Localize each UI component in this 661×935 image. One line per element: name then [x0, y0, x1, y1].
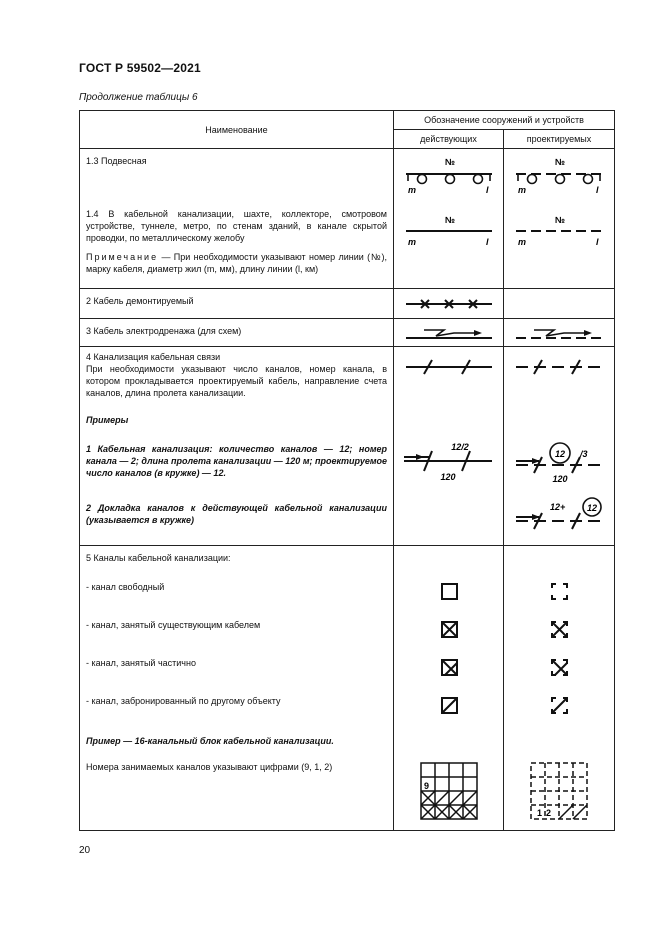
symbol-suspended-planned [504, 149, 615, 289]
row-2-text: 2 Кабель демонтируемый [86, 296, 194, 306]
grid-existing-digit: 9 [424, 781, 430, 791]
symbol-duct-planned [504, 347, 615, 546]
page-number: 20 [79, 845, 91, 856]
row-5-existing [394, 546, 504, 831]
symbol-drainage-planned [504, 319, 615, 347]
symbol-drainage-existing [394, 319, 504, 347]
m-label: m [518, 185, 527, 195]
symbol-duct-existing [394, 347, 504, 546]
m-label: m [408, 185, 417, 195]
row-2-existing [394, 289, 504, 319]
ex1-fraction: 12/2 [451, 442, 469, 452]
symbol-dismantled-cable [394, 289, 504, 319]
row-4-example-1: 1 Кабельная канализация: количество каналов — 12; номер канала — 2; длина пролета канализации — 120 м; проектируемое число каналов (в кружке) — 12. [86, 444, 387, 478]
l-label: l [486, 237, 489, 247]
symbols-table [79, 110, 615, 831]
header-name: Наименование [80, 111, 394, 149]
row-4-examples-label: Примеры [86, 415, 129, 425]
l-label: l [596, 237, 599, 247]
row-4-desc: При необходимости указывают число каналов, номер канала, в котором прокладывается проектируемый кабель, направление счета каналов, длина пролета канализации. [86, 364, 387, 398]
table-continuation: Продолжение таблицы 6 [79, 92, 198, 103]
row-1-3-text: 1.3 Подвесная [86, 156, 147, 166]
row-3-name [80, 319, 394, 347]
num-label: № [444, 157, 456, 167]
row-5-item-3: - канал, занятый частично [86, 658, 196, 668]
row-3-planned [504, 319, 615, 347]
row-1-4-note [86, 251, 387, 275]
row-5-item-4: - канал, забронированный по другому объекту [86, 696, 281, 706]
row-5-name [80, 546, 394, 831]
row-4-example-2: 2 Докладка каналов к действующей кабельной канализации (указывается в кружке) [86, 503, 387, 525]
ex2-circle: 12 [586, 503, 598, 513]
row-1-4-text: 1.4 В кабельной канализации, шахте, коллекторе, смотровом устройстве, туннеле, метро, по стенам зданий, в канале скрытой проводки, по металлическому желобу [86, 209, 387, 243]
header-planned: проектируемых [504, 130, 615, 149]
note-label: Примечание [86, 252, 159, 262]
ex1-planned-length: 120 [552, 474, 568, 484]
num-label: № [444, 215, 456, 225]
ex1-planned-slash: /3 [580, 449, 588, 459]
header-designation: Обозначение сооружений и устройств [394, 111, 615, 130]
row-5-item-2: - канал, занятый существующим кабелем [86, 620, 261, 630]
row-4-title: 4 Канализация кабельная связи [86, 352, 221, 362]
row-5-example: Пример — 16-канальный блок кабельной канализации. [86, 736, 334, 746]
row-1-planned [504, 149, 615, 289]
row-5-note: Номера занимаемых каналов указывают цифрами (9, 1, 2) [86, 762, 333, 772]
l-label: l [486, 185, 489, 195]
row-1-existing [394, 149, 504, 289]
ex1-planned-count: 12 [554, 449, 566, 459]
row-4-name [80, 347, 394, 546]
row-5-title: 5 Каналы кабельной канализации: [86, 553, 231, 563]
grid-planned-digits: 12 [537, 808, 556, 818]
l-label: l [596, 185, 599, 195]
row-3-text: 3 Кабель электродренажа (для схем) [86, 326, 242, 336]
num-label: № [554, 215, 566, 225]
m-label: m [408, 237, 417, 247]
note-text: — При необходимости указывают номер линии (№), марку кабеля, диаметр жил (m, мм), длину линии (l, км) [86, 252, 387, 274]
standard-title: ГОСТ Р 59502—2021 [79, 61, 201, 75]
row-1-name [80, 149, 394, 289]
symbol-suspended-existing [394, 149, 504, 289]
num-label: № [554, 157, 566, 167]
row-4-existing [394, 347, 504, 546]
symbols-channels-existing [394, 546, 504, 831]
row-5-item-1: - канал свободный [86, 582, 165, 592]
row-3-existing [394, 319, 504, 347]
symbols-channels-planned [504, 546, 615, 831]
row-2-name [80, 289, 394, 319]
m-label: m [518, 237, 527, 247]
ex1-length: 120 [440, 472, 456, 482]
ex2-added: 12+ [550, 502, 566, 512]
row-4-planned [504, 347, 615, 546]
header-existing: действующих [394, 130, 504, 149]
row-5-planned [504, 546, 615, 831]
row-2-planned [504, 289, 615, 319]
